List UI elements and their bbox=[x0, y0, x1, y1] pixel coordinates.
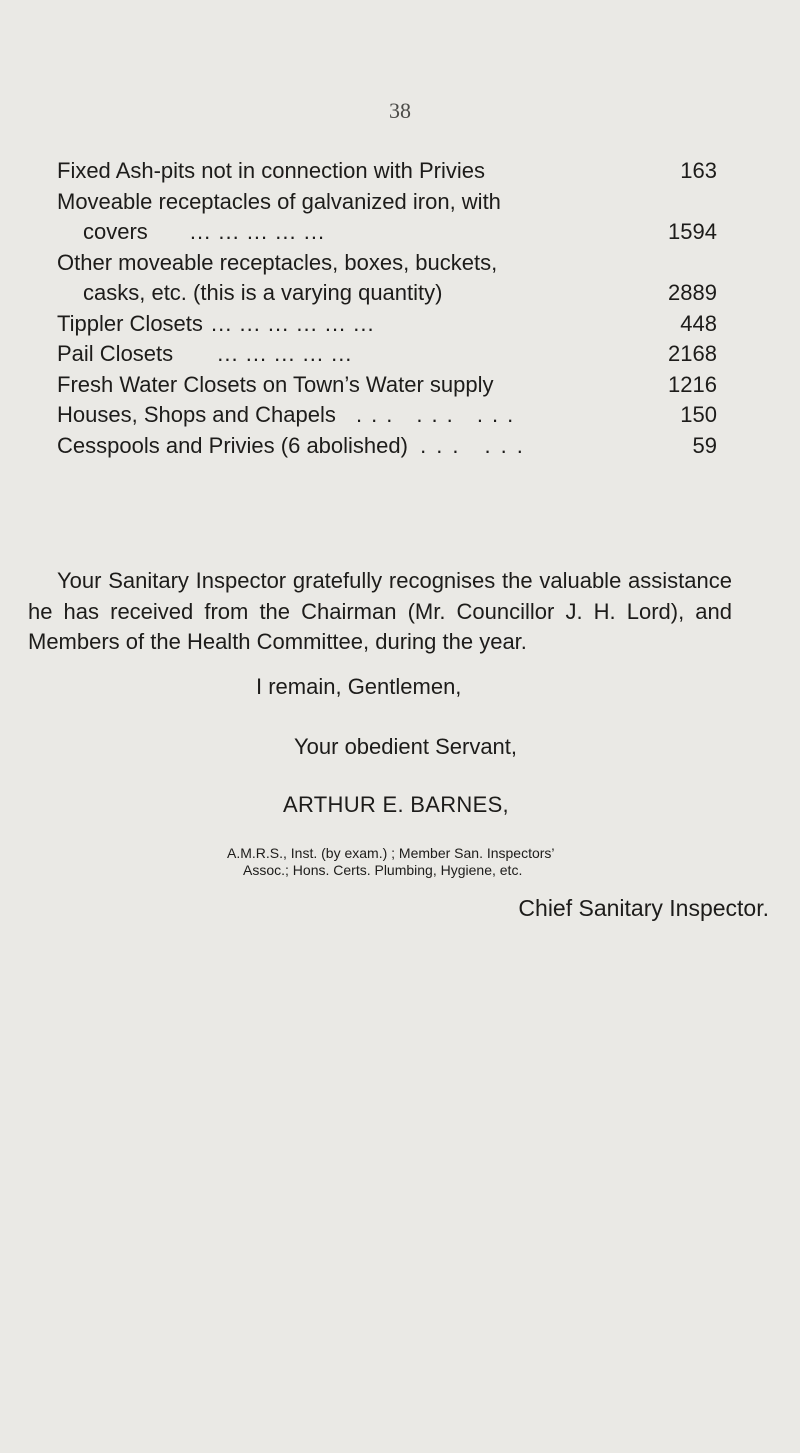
ledger-leader-dots: ... ... ... ... ... bbox=[189, 219, 326, 244]
ledger-row-galvanized bbox=[57, 187, 717, 248]
ledger-label-continued: casks, etc. (this is a varying quantity) bbox=[83, 280, 443, 305]
qualifications-line-2: Assoc.; Hons. Certs. Plumbing, Hygiene, etc. bbox=[243, 862, 523, 878]
page-number: 38 bbox=[389, 98, 411, 123]
closing-remain: I remain, Gentlemen, bbox=[256, 674, 462, 699]
ledger-label: Houses, Shops and Chapels bbox=[57, 402, 336, 427]
ledger-label-continued: covers bbox=[83, 219, 148, 244]
ledger-row-ash-pits bbox=[57, 156, 717, 187]
ledger-label: Tippler Closets bbox=[57, 310, 203, 336]
ledger-value: 2168 bbox=[668, 341, 717, 366]
ledger-label: Fresh Water Closets on Town’s Water supply bbox=[57, 371, 494, 397]
ledger-value: 59 bbox=[692, 432, 717, 458]
ledger-value: 150 bbox=[680, 402, 717, 427]
ledger-row-cesspools bbox=[57, 431, 717, 462]
ledger-label: Moveable receptacles of galvanized iron, with bbox=[57, 188, 501, 214]
ledger-label: Cesspools and Privies (6 abolished) bbox=[57, 432, 408, 458]
ledger-row-pail bbox=[57, 339, 717, 370]
ledger-value: 1216 bbox=[668, 371, 717, 397]
signatory-title: Chief Sanitary Inspector. bbox=[518, 895, 769, 921]
signatory-name: ARTHUR E. BARNES, bbox=[283, 792, 509, 817]
ledger-label: Pail Closets bbox=[57, 341, 174, 366]
ledger-row-other-receptacles bbox=[57, 248, 717, 309]
closing-servant: Your obedient Servant, bbox=[294, 734, 518, 759]
ledger-leader-dots: ... ... ... ... ... bbox=[217, 341, 353, 366]
ledger-row-tippler bbox=[57, 309, 717, 340]
signatory-qualifications bbox=[227, 845, 767, 879]
acknowledgement-paragraph: Your Sanitary Inspector gratefully recognises the valuable assistance he has received from the Chairman (Mr. Councillor J. H. Lord), and Members of the Health Committee, during the year. bbox=[28, 568, 732, 654]
ledger-leader-dots: ... ... ... bbox=[355, 402, 523, 427]
ledger-label: Fixed Ash-pits not in connection with Privies bbox=[57, 158, 485, 183]
sanitary-ledger bbox=[57, 156, 717, 461]
ledger-value: 2889 bbox=[668, 280, 717, 305]
ledger-value: 163 bbox=[680, 158, 717, 183]
qualifications-line-1: A.M.R.S., Inst. (by exam.) ; Member San. Inspectors’ bbox=[227, 845, 555, 861]
ledger-leader-dots: ... ... bbox=[420, 432, 533, 458]
ledger-value: 1594 bbox=[668, 219, 717, 244]
ledger-row-fresh-water bbox=[57, 370, 717, 401]
ledger-label: Other moveable receptacles, boxes, buckets, bbox=[57, 249, 498, 275]
ledger-row-houses bbox=[57, 400, 717, 431]
ledger-value: 448 bbox=[680, 310, 717, 336]
ledger-leader-dots: ... ... ... ... ... ... bbox=[211, 310, 375, 336]
